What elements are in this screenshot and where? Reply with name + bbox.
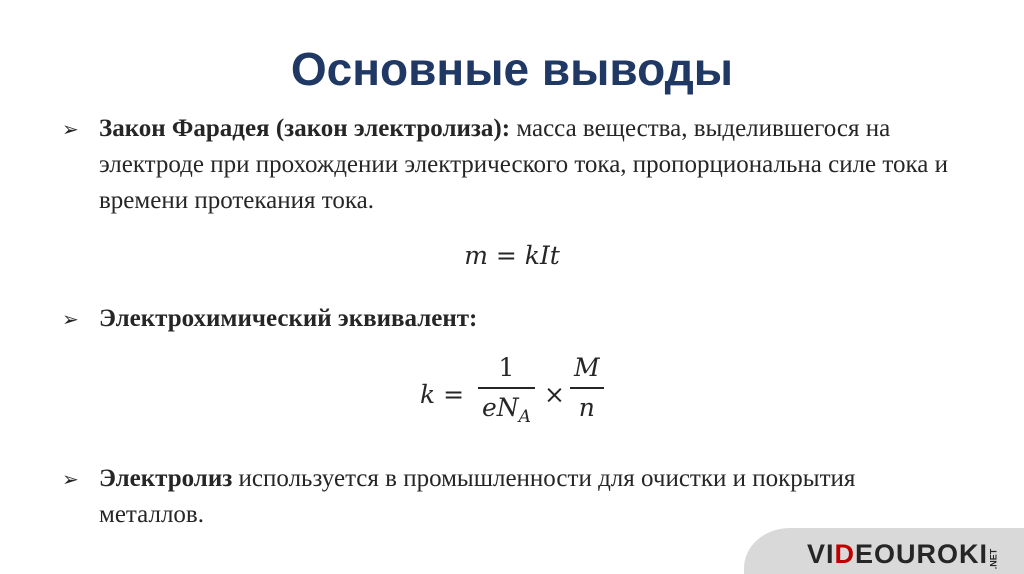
fraction-numerator: M (574, 353, 600, 382)
fraction-one-over-ena (478, 353, 535, 432)
bullet-faraday-law (62, 111, 962, 219)
fraction-numerator: 1 (498, 353, 515, 382)
bullet-heading: Электролиз (99, 465, 233, 492)
fraction-bar (570, 387, 604, 389)
bullet-electrochemical-equivalent (62, 301, 962, 337)
slide-title: Основные выводы (290, 43, 734, 95)
bullet-electrolysis-use (62, 461, 962, 533)
bullet-body: масса вещества, выделившегося на электроде при прохождении электрического тока, пропорциональна силе тока и времени протекания тока. (99, 115, 948, 214)
times-sign: × (544, 380, 565, 409)
arrow-bullet-icon: ➢ (62, 467, 79, 491)
fraction-denominator: $eN_A$ (482, 393, 531, 427)
bullet-body: используется в промышленности для очистки и покрытия металлов. (99, 465, 856, 528)
bullet-heading: Электрохимический эквивалент: (99, 305, 478, 332)
bullet-heading: Закон Фарадея (закон электролиза): (99, 115, 511, 142)
fraction-denominator: n (578, 393, 595, 422)
formula-lhs: k = (420, 380, 465, 409)
fraction-bar (478, 387, 535, 389)
videouroki-logo (744, 528, 1024, 574)
logo-domain: .NET (988, 548, 999, 570)
formula-faraday: m = kIt (464, 241, 560, 270)
fraction-m-over-n (570, 353, 604, 423)
formula-equivalent (420, 353, 620, 438)
arrow-bullet-icon: ➢ (62, 117, 79, 141)
logo-text: VIDEOUROKI (806, 539, 988, 569)
arrow-bullet-icon: ➢ (62, 307, 79, 331)
